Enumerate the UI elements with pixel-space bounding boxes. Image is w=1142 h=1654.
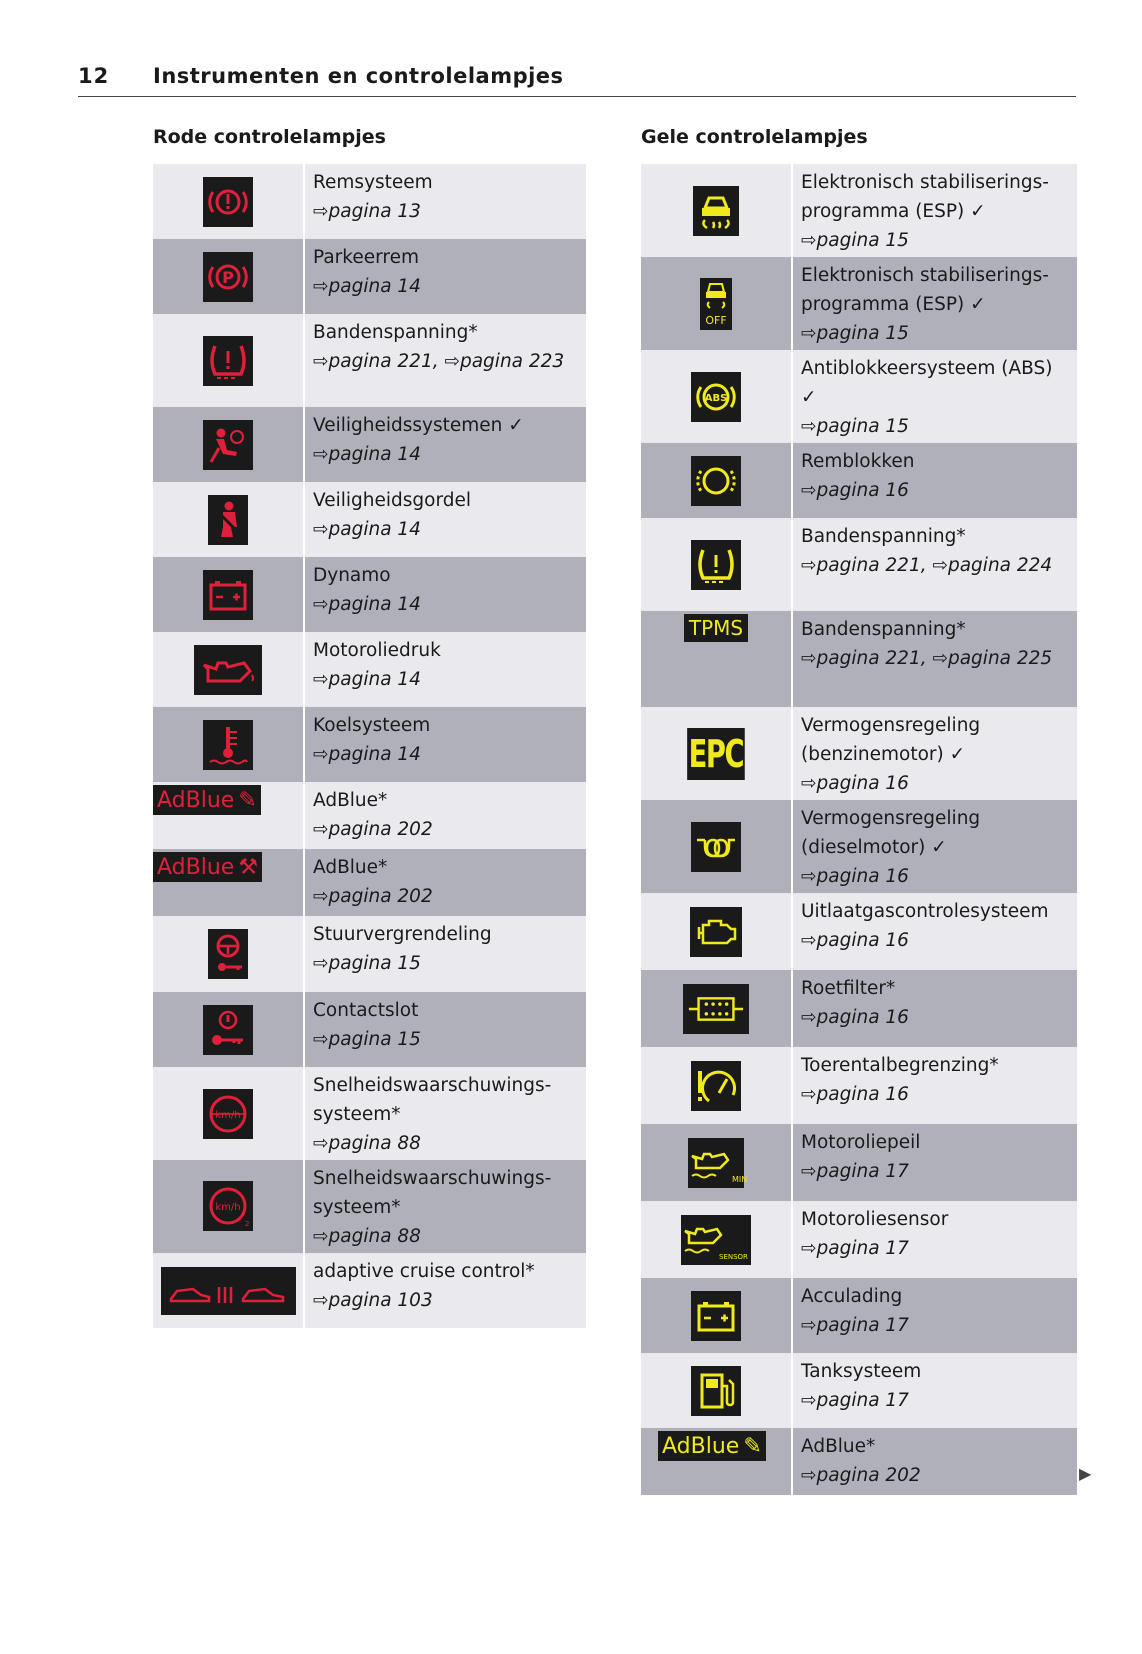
battery-icon bbox=[203, 570, 253, 620]
oil-level-icon bbox=[688, 1138, 748, 1188]
glow-plug-icon bbox=[691, 822, 741, 872]
cruise-control-icon bbox=[161, 1267, 296, 1315]
page-reference[interactable]: ⇨pagina 16 bbox=[801, 1007, 909, 1028]
lamp-label: Snelheidswaarschuwings-systeem* bbox=[313, 1075, 552, 1125]
lamp-label: Motoroliepeil bbox=[801, 1132, 921, 1153]
table-row bbox=[641, 257, 1077, 350]
svg-text:2: 2 bbox=[245, 1220, 250, 1228]
lamp-label: Remsysteem bbox=[313, 172, 433, 193]
lamp-label: Motoroliedruk bbox=[313, 640, 441, 661]
lamp-label: Remblokken bbox=[801, 451, 915, 472]
fuel-icon bbox=[691, 1366, 741, 1416]
lamp-label: Stuurvergrendeling bbox=[313, 924, 492, 945]
ignition-key-icon bbox=[203, 1005, 253, 1055]
table-row bbox=[153, 314, 586, 407]
table-row bbox=[153, 1160, 586, 1253]
abs-icon bbox=[691, 372, 741, 422]
lamp-label: Bandenspanning* bbox=[313, 322, 478, 343]
page-reference[interactable]: ⇨pagina 15 bbox=[313, 1029, 421, 1050]
page-reference[interactable]: ⇨pagina 88 bbox=[313, 1133, 421, 1154]
table-row bbox=[641, 800, 1077, 893]
abs-badge-text: ABS bbox=[704, 392, 728, 404]
table-row bbox=[641, 1278, 1077, 1353]
speed-warning-icon bbox=[203, 1089, 253, 1139]
table-row bbox=[153, 164, 586, 239]
section-title: Rode controlelampjes bbox=[153, 126, 386, 148]
chapter-title: Instrumenten en controlelampjes bbox=[153, 64, 564, 88]
table-row bbox=[641, 970, 1077, 1047]
svg-text:km/h: km/h bbox=[215, 1202, 241, 1213]
page-reference[interactable]: ⇨pagina 221, ⇨pagina 225 bbox=[801, 648, 1053, 669]
table-row bbox=[641, 1353, 1077, 1428]
page-reference[interactable]: ⇨pagina 14 bbox=[313, 444, 421, 465]
table-row bbox=[641, 1428, 1077, 1495]
adblue-badge-text: AdBlue bbox=[157, 787, 235, 813]
lamp-label: adaptive cruise control* bbox=[313, 1261, 535, 1282]
page-reference[interactable]: ⇨pagina 16 bbox=[801, 1084, 909, 1105]
page-reference[interactable]: ⇨pagina 88 bbox=[313, 1226, 421, 1247]
page-reference[interactable]: ⇨pagina 15 bbox=[801, 230, 909, 251]
adblue-pump-icon: AdBlue ✎ bbox=[658, 1431, 766, 1461]
page-reference[interactable]: ⇨pagina 15 bbox=[801, 323, 909, 344]
lamp-label: Elektronisch stabiliserings-programma (ESP) ✓ bbox=[801, 265, 1049, 315]
page-reference[interactable]: ⇨pagina 14 bbox=[313, 744, 421, 765]
oil-sensor-icon bbox=[681, 1215, 751, 1265]
rpm-limit-icon bbox=[691, 1061, 741, 1111]
esp-icon bbox=[693, 186, 739, 236]
lamp-label: Toerentalbegrenzing* bbox=[801, 1055, 999, 1076]
lamp-label: AdBlue* bbox=[313, 790, 388, 811]
oil-can-icon bbox=[194, 645, 262, 695]
table-row bbox=[641, 350, 1077, 443]
table-row bbox=[641, 443, 1077, 518]
lamp-label: Parkeerrem bbox=[313, 247, 419, 268]
page-reference[interactable]: ⇨pagina 17 bbox=[801, 1315, 909, 1336]
svg-text:OFF: OFF bbox=[705, 313, 727, 327]
lamp-label: Uitlaatgascontrolesysteem bbox=[801, 901, 1049, 922]
lamp-label: Veiligheidsgordel bbox=[313, 490, 471, 511]
page-reference[interactable]: ⇨pagina 202 bbox=[801, 1465, 921, 1486]
tire-pressure-icon bbox=[691, 540, 741, 590]
table-row bbox=[641, 164, 1077, 257]
table-row bbox=[641, 1201, 1077, 1278]
parking-brake-icon bbox=[203, 252, 253, 302]
lamp-label: Vermogensregeling (benzinemotor) ✓ bbox=[801, 715, 981, 765]
lamp-label: Acculading bbox=[801, 1286, 903, 1307]
speed-warning-2-icon bbox=[203, 1181, 253, 1231]
page-reference[interactable]: ⇨pagina 13 bbox=[313, 201, 421, 222]
adblue-badge-text: AdBlue bbox=[662, 1433, 740, 1459]
page-reference[interactable]: ⇨pagina 16 bbox=[801, 866, 909, 887]
lamp-label: Bandenspanning* bbox=[801, 526, 966, 547]
table-row bbox=[641, 1124, 1077, 1201]
adblue-wrench-icon: AdBlue ⚒ bbox=[153, 852, 262, 882]
oil-sensor-badge-text: SENSOR bbox=[719, 1252, 748, 1261]
red-lamps-table bbox=[153, 164, 586, 1328]
page-reference[interactable]: ⇨pagina 103 bbox=[313, 1290, 433, 1311]
page-reference[interactable]: ⇨pagina 14 bbox=[313, 519, 421, 540]
page-reference[interactable]: ⇨pagina 202 bbox=[313, 819, 433, 840]
tire-pressure-icon bbox=[203, 336, 253, 386]
table-row bbox=[153, 557, 586, 632]
page-reference[interactable]: ⇨pagina 15 bbox=[313, 953, 421, 974]
battery-icon bbox=[691, 1291, 741, 1341]
page-reference[interactable]: ⇨pagina 16 bbox=[801, 480, 909, 501]
svg-text:P: P bbox=[222, 267, 234, 287]
table-row bbox=[153, 1253, 586, 1328]
lamp-label: Dynamo bbox=[313, 565, 391, 586]
lamp-label: Snelheidswaarschuwings-systeem* bbox=[313, 1168, 552, 1218]
table-row bbox=[641, 707, 1077, 800]
table-row bbox=[153, 482, 586, 557]
yellow-lamps-table bbox=[641, 164, 1077, 1495]
page-reference[interactable]: ⇨pagina 202 bbox=[313, 886, 433, 907]
lamp-label: Vermogensregeling (dieselmotor) ✓ bbox=[801, 808, 981, 858]
adblue-pump-icon: AdBlue ✎ bbox=[153, 785, 261, 815]
page-reference[interactable]: ⇨pagina 15 bbox=[801, 416, 909, 437]
page-reference[interactable]: ⇨pagina 16 bbox=[801, 773, 909, 794]
adblue-badge-text: AdBlue bbox=[157, 854, 235, 880]
table-row bbox=[153, 707, 586, 782]
table-row bbox=[153, 916, 586, 992]
airbag-icon bbox=[203, 420, 253, 470]
lamp-label: Tanksysteem bbox=[801, 1361, 922, 1382]
lamp-label: Veiligheidssystemen ✓ bbox=[313, 415, 524, 436]
red-lamps-section bbox=[153, 122, 586, 1328]
epc-badge-text: EPC bbox=[688, 731, 744, 776]
brake-pads-icon bbox=[691, 456, 741, 506]
epc-icon bbox=[687, 728, 744, 780]
svg-text:km/h: km/h bbox=[215, 1109, 241, 1121]
next-page-arrow-icon[interactable]: ▶ bbox=[1079, 1464, 1092, 1483]
table-row bbox=[153, 1067, 586, 1160]
table-row bbox=[641, 611, 1077, 707]
table-row bbox=[153, 849, 586, 916]
page-reference[interactable]: ⇨pagina 14 bbox=[313, 669, 421, 690]
page-reference[interactable]: ⇨pagina 221, ⇨pagina 224 bbox=[801, 555, 1053, 576]
particle-filter-icon bbox=[683, 984, 749, 1034]
seatbelt-icon bbox=[208, 495, 248, 545]
lamp-label: Koelsysteem bbox=[313, 715, 431, 736]
steering-lock-icon bbox=[208, 929, 248, 979]
page-reference[interactable]: ⇨pagina 17 bbox=[801, 1238, 909, 1259]
lamp-label: Elektronisch stabiliserings-programma (ESP) ✓ bbox=[801, 172, 1049, 222]
table-row bbox=[641, 1047, 1077, 1124]
lamp-label: AdBlue* bbox=[801, 1436, 876, 1457]
brake-system-icon bbox=[203, 177, 253, 227]
coolant-icon bbox=[203, 720, 253, 770]
lamp-label: Antiblokkeersysteem (ABS) ✓ bbox=[801, 358, 1053, 408]
page-reference[interactable]: ⇨pagina 221, ⇨pagina 223 bbox=[313, 351, 565, 372]
tpms-icon bbox=[684, 614, 748, 642]
page-header bbox=[78, 62, 1076, 97]
engine-icon bbox=[690, 907, 742, 957]
page-reference[interactable]: ⇨pagina 17 bbox=[801, 1161, 909, 1182]
table-row bbox=[641, 518, 1077, 611]
lamp-label: Bandenspanning* bbox=[801, 619, 966, 640]
page-reference[interactable]: ⇨pagina 16 bbox=[801, 930, 909, 951]
oil-level-badge-text: MIN bbox=[732, 1174, 748, 1184]
page-number: 12 bbox=[78, 64, 110, 88]
section-title: Gele controlelampjes bbox=[641, 126, 868, 148]
table-row bbox=[153, 239, 586, 314]
table-row bbox=[153, 632, 586, 707]
table-row bbox=[641, 893, 1077, 970]
lamp-label: Roetfilter* bbox=[801, 978, 896, 999]
lamp-label: Contactslot bbox=[313, 1000, 419, 1021]
esp-off-icon bbox=[700, 278, 732, 330]
table-row bbox=[153, 407, 586, 482]
tpms-badge-text: TPMS bbox=[688, 616, 744, 640]
yellow-lamps-section bbox=[641, 122, 1077, 1495]
table-row bbox=[153, 782, 586, 849]
table-row bbox=[153, 992, 586, 1067]
page-reference[interactable]: ⇨pagina 14 bbox=[313, 594, 421, 615]
lamp-label: Motoroliesensor bbox=[801, 1209, 949, 1230]
lamp-label: AdBlue* bbox=[313, 857, 388, 878]
page-reference[interactable]: ⇨pagina 17 bbox=[801, 1390, 909, 1411]
page-reference[interactable]: ⇨pagina 14 bbox=[313, 276, 421, 297]
